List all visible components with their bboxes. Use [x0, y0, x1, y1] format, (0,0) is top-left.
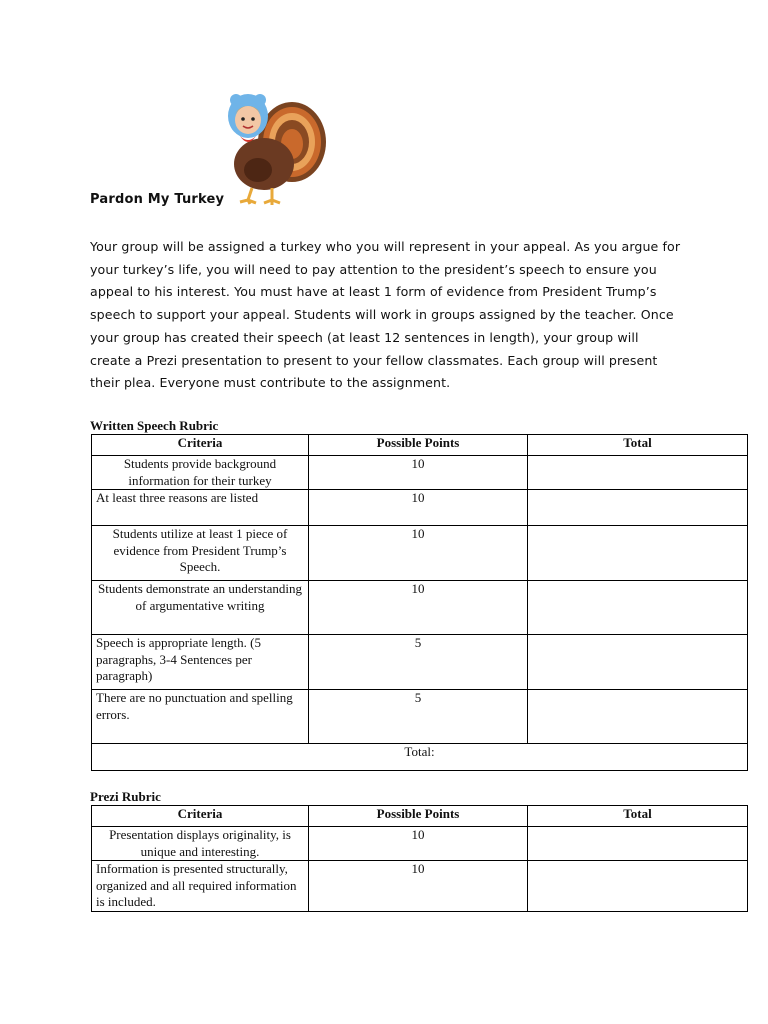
total-header: Total	[528, 435, 748, 456]
criteria-cell: Speech is appropriate length. (5 paragraphs, 3-4 Sentences per paragraph)	[92, 635, 309, 690]
intro-line: appeal to his interest. You must have at least 1 form of evidence from President Trump’s	[90, 284, 657, 300]
points-cell: 10	[309, 827, 528, 861]
criteria-header: Criteria	[92, 435, 309, 456]
table-row	[92, 526, 748, 581]
table-row	[92, 861, 748, 912]
criteria-header: Criteria	[92, 806, 309, 827]
document-title: Pardon My Turkey	[90, 192, 225, 207]
points-cell: 10	[309, 526, 528, 581]
points-cell: 10	[309, 581, 528, 635]
written-rubric-heading: Written Speech Rubric	[90, 418, 219, 433]
turkey-right-foot	[264, 188, 280, 205]
turkey-hat-head	[228, 94, 268, 138]
total-cell	[528, 490, 748, 526]
table-row	[92, 581, 748, 635]
criteria-cell: Students utilize at least 1 piece of evidence from President Trump’s Speech.	[92, 526, 309, 581]
total-cell	[528, 690, 748, 744]
criteria-cell: There are no punctuation and spelling errors.	[92, 690, 309, 744]
intro-line: Your group will be assigned a turkey who you will represent in your appeal. As you argue for	[90, 239, 681, 254]
possible-points-header: Possible Points	[309, 435, 528, 456]
table-row	[92, 690, 748, 744]
possible-points-header: Possible Points	[309, 806, 528, 827]
table-row	[92, 490, 748, 526]
intro-paragraph	[90, 236, 690, 395]
points-cell: 10	[309, 456, 528, 490]
total-row	[92, 744, 748, 771]
total-cell	[528, 861, 748, 912]
points-cell: 5	[309, 635, 528, 690]
intro-line: your turkey’s life, you will need to pay attention to the president’s speech to ensure you	[90, 261, 657, 277]
criteria-cell: Presentation displays originality, is unique and interesting.	[92, 827, 309, 861]
total-label: Total:	[92, 744, 748, 771]
intro-line: your group has created their speech (at least 12 sentences in length), your group will	[90, 329, 639, 345]
criteria-cell: Students demonstrate an understanding of argumentative writing	[92, 581, 309, 635]
turkey-left-foot	[240, 188, 256, 204]
points-cell: 5	[309, 690, 528, 744]
intro-line: speech to support your appeal. Students will work in groups assigned by the teacher. Once	[90, 307, 674, 323]
table-row	[92, 635, 748, 690]
total-cell	[528, 827, 748, 861]
total-cell	[528, 581, 748, 635]
written-rubric-table	[91, 434, 748, 771]
total-cell	[528, 456, 748, 490]
prezi-rubric-heading: Prezi Rubric	[90, 789, 161, 804]
criteria-cell: At least three reasons are listed	[92, 490, 309, 526]
table-header-row	[92, 435, 748, 456]
criteria-cell: Students provide background information for their turkey	[92, 456, 309, 490]
total-cell	[528, 635, 748, 690]
intro-line: create a Prezi presentation to present to your fellow classmates. Each group will present	[90, 352, 658, 368]
points-cell: 10	[309, 861, 528, 912]
table-row	[92, 456, 748, 490]
points-cell: 10	[309, 490, 528, 526]
table-row	[92, 827, 748, 861]
turkey-avatar-illustration	[222, 92, 328, 208]
intro-line: their plea. Everyone must contribute to the assignment.	[90, 375, 451, 391]
criteria-cell: Information is presented structurally, organized and all required information is included.	[92, 861, 309, 912]
table-header-row	[92, 806, 748, 827]
prezi-rubric-table	[91, 805, 748, 912]
total-header: Total	[528, 806, 748, 827]
total-cell	[528, 526, 748, 581]
